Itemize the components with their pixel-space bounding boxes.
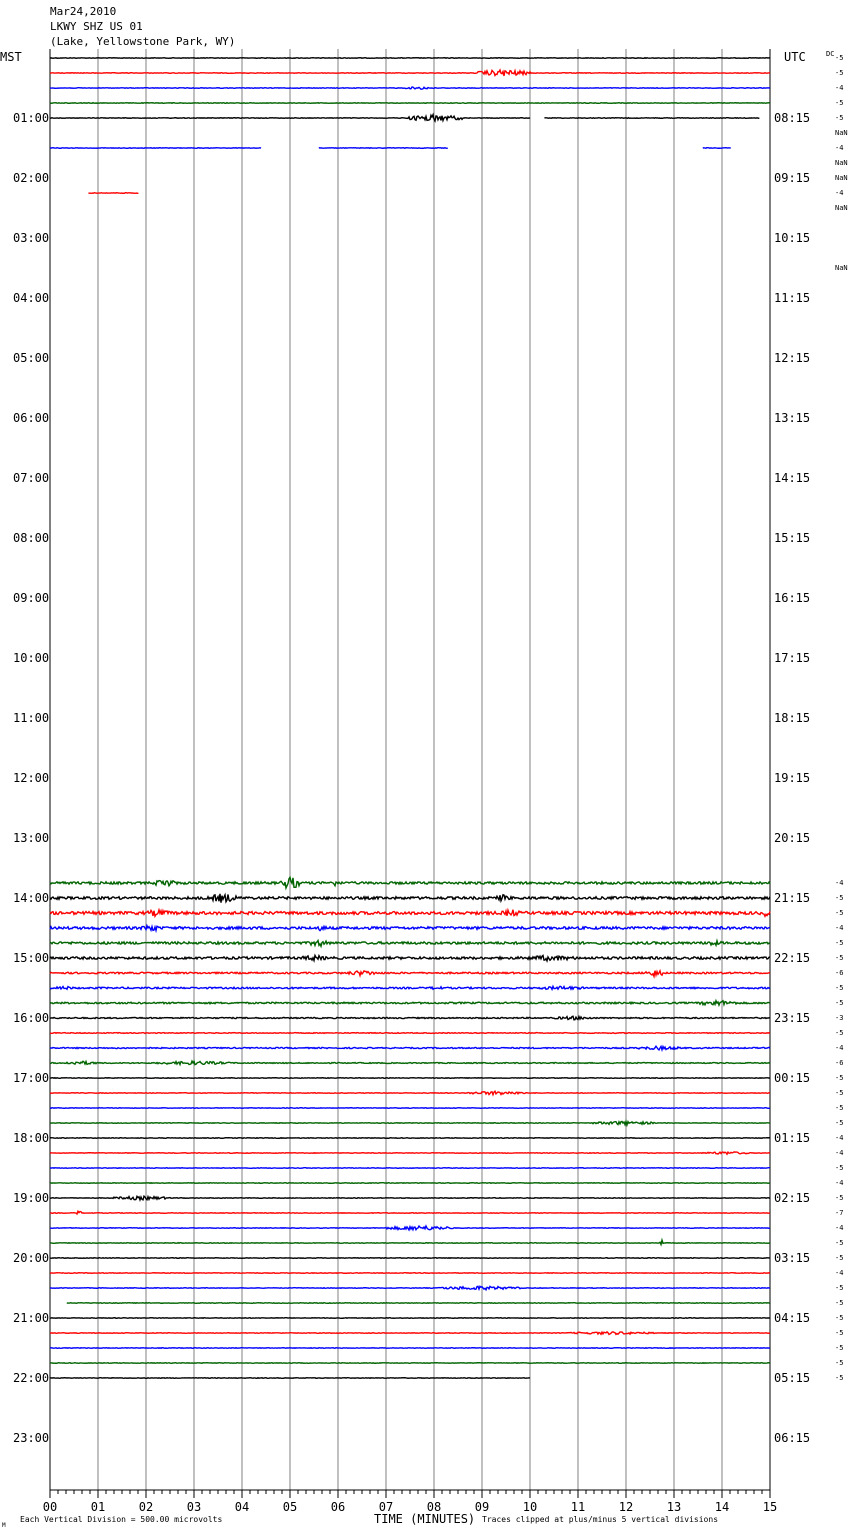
trace-row-67-segment-0 bbox=[50, 1061, 770, 1064]
utc-hour-label-19:15: 19:15 bbox=[774, 771, 811, 785]
trace-row-80-segment-0 bbox=[50, 1258, 770, 1259]
trace-row-66-segment-0 bbox=[50, 1046, 770, 1050]
mst-hour-label-17:00: 17:00 bbox=[13, 1071, 50, 1085]
dc-label-row-8: NaN bbox=[835, 174, 848, 182]
utc-hour-label-20:15: 20:15 bbox=[774, 831, 811, 845]
trace-row-6-segment-0 bbox=[50, 148, 261, 149]
mst-hour-label-05:00: 05:00 bbox=[13, 351, 50, 365]
mst-zone-label: MST bbox=[0, 50, 22, 64]
trace-row-81-segment-0 bbox=[50, 1273, 770, 1274]
hour-labels bbox=[13, 111, 810, 1445]
dc-label-row-56: -5 bbox=[835, 894, 844, 902]
dc-label-row-82: -5 bbox=[835, 1284, 844, 1292]
minute-grid bbox=[50, 49, 770, 1490]
dc-label-row-10: NaN bbox=[835, 204, 848, 212]
x-tick-label-03: 03 bbox=[186, 1500, 202, 1514]
dc-label-row-87: -5 bbox=[835, 1359, 844, 1367]
utc-hour-label-02:15: 02:15 bbox=[774, 1191, 811, 1205]
dc-label-row-80: -5 bbox=[835, 1254, 844, 1262]
utc-hour-label-23:15: 23:15 bbox=[774, 1011, 811, 1025]
dc-label-row-9: -4 bbox=[835, 189, 844, 197]
dc-label-row-61: -6 bbox=[835, 969, 844, 977]
mst-hour-label-04:00: 04:00 bbox=[13, 291, 50, 305]
trace-row-63-segment-0 bbox=[50, 1001, 770, 1005]
trace-row-69-segment-0 bbox=[50, 1091, 770, 1094]
trace-row-76-segment-0 bbox=[50, 1196, 770, 1200]
dc-label-row-6: -4 bbox=[835, 144, 844, 152]
mst-hour-label-06:00: 06:00 bbox=[13, 411, 50, 425]
utc-hour-label-16:15: 16:15 bbox=[774, 591, 811, 605]
mst-hour-label-13:00: 13:00 bbox=[13, 831, 50, 845]
dc-label-row-63: -5 bbox=[835, 999, 844, 1007]
dc-label-row-59: -5 bbox=[835, 939, 844, 947]
trace-row-64-segment-0 bbox=[50, 1016, 770, 1020]
plot-date: Mar24,2010 bbox=[50, 5, 117, 18]
footer-mark: M bbox=[2, 1522, 6, 1529]
x-tick-label-04: 04 bbox=[234, 1500, 250, 1514]
dc-label-row-69: -5 bbox=[835, 1089, 844, 1097]
dc-label-row-86: -5 bbox=[835, 1344, 844, 1352]
utc-zone-label: UTC bbox=[784, 50, 806, 64]
dc-label-row-85: -5 bbox=[835, 1329, 844, 1337]
dc-label-row-5: NaN bbox=[835, 129, 848, 137]
mst-hour-label-08:00: 08:00 bbox=[13, 531, 50, 545]
trace-row-70-segment-0 bbox=[50, 1108, 770, 1109]
utc-hour-label-12:15: 12:15 bbox=[774, 351, 811, 365]
trace-row-6-segment-1 bbox=[319, 148, 448, 149]
mst-hour-label-18:00: 18:00 bbox=[13, 1131, 50, 1145]
x-tick-label-08: 08 bbox=[426, 1500, 442, 1514]
mst-hour-label-22:00: 22:00 bbox=[13, 1371, 50, 1385]
mst-hour-label-19:00: 19:00 bbox=[13, 1191, 50, 1205]
trace-row-88-segment-0 bbox=[50, 1378, 530, 1379]
dc-label-row-4: -5 bbox=[835, 114, 844, 122]
utc-hour-label-10:15: 10:15 bbox=[774, 231, 811, 245]
clipping-note: Traces clipped at plus/minus 5 vertical divisions bbox=[482, 1515, 719, 1524]
utc-hour-label-14:15: 14:15 bbox=[774, 471, 811, 485]
dc-label-row-57: -5 bbox=[835, 909, 844, 917]
trace-row-2-segment-0 bbox=[50, 87, 770, 89]
dc-label-row-68: -5 bbox=[835, 1074, 844, 1082]
trace-row-74-segment-0 bbox=[50, 1168, 770, 1169]
utc-hour-label-04:15: 04:15 bbox=[774, 1311, 811, 1325]
x-tick-label-10: 10 bbox=[522, 1500, 538, 1514]
trace-row-78-segment-0 bbox=[50, 1226, 770, 1230]
x-tick-label-06: 06 bbox=[330, 1500, 346, 1514]
trace-row-87-segment-0 bbox=[50, 1363, 770, 1364]
trace-row-4-segment-1 bbox=[544, 118, 759, 119]
trace-row-60-segment-0 bbox=[50, 955, 770, 960]
trace-row-86-segment-0 bbox=[50, 1348, 770, 1349]
utc-hour-label-08:15: 08:15 bbox=[774, 111, 811, 125]
station-code: LKWY SHZ US 01 bbox=[50, 20, 143, 33]
mst-hour-label-07:00: 07:00 bbox=[13, 471, 50, 485]
x-tick-label-12: 12 bbox=[618, 1500, 634, 1514]
trace-row-65-segment-0 bbox=[50, 1033, 770, 1034]
utc-hour-label-15:15: 15:15 bbox=[774, 531, 811, 545]
dc-label-row-71: -5 bbox=[835, 1119, 844, 1127]
dc-label-row-70: -5 bbox=[835, 1104, 844, 1112]
trace-row-56-segment-0 bbox=[50, 894, 770, 903]
mst-hour-label-14:00: 14:00 bbox=[13, 891, 50, 905]
mst-hour-label-23:00: 23:00 bbox=[13, 1431, 50, 1445]
mst-hour-label-09:00: 09:00 bbox=[13, 591, 50, 605]
dc-label-row-73: -4 bbox=[835, 1149, 844, 1157]
trace-row-71-segment-0 bbox=[50, 1121, 770, 1124]
mst-hour-label-10:00: 10:00 bbox=[13, 651, 50, 665]
x-axis bbox=[43, 1490, 777, 1514]
utc-hour-label-13:15: 13:15 bbox=[774, 411, 811, 425]
utc-hour-label-01:15: 01:15 bbox=[774, 1131, 811, 1145]
x-tick-label-00: 00 bbox=[42, 1500, 58, 1514]
dc-label-row-74: -5 bbox=[835, 1164, 844, 1172]
dc-label-row-77: -7 bbox=[835, 1209, 844, 1217]
dc-label-row-2: -4 bbox=[835, 84, 844, 92]
seismic-traces bbox=[50, 58, 770, 1379]
trace-row-82-segment-0 bbox=[50, 1286, 770, 1289]
dc-label-row-7: NaN bbox=[835, 159, 848, 167]
dc-label-row-76: -5 bbox=[835, 1194, 844, 1202]
dc-label-row-81: -4 bbox=[835, 1269, 844, 1277]
vertical-division-note: Each Vertical Division = 500.00 microvolts bbox=[20, 1515, 223, 1524]
trace-row-68-segment-0 bbox=[50, 1078, 770, 1079]
mst-hour-label-20:00: 20:00 bbox=[13, 1251, 50, 1265]
dc-label-row-75: -4 bbox=[835, 1179, 844, 1187]
trace-row-85-segment-0 bbox=[50, 1332, 770, 1335]
x-tick-label-15: 15 bbox=[762, 1500, 778, 1514]
mst-hour-label-16:00: 16:00 bbox=[13, 1011, 50, 1025]
dc-label-row-0: -5 bbox=[835, 54, 844, 62]
x-axis-title: TIME (MINUTES) bbox=[374, 1512, 476, 1526]
utc-hour-label-00:15: 00:15 bbox=[774, 1071, 811, 1085]
dc-label-row-60: -5 bbox=[835, 954, 844, 962]
trace-dc-labels bbox=[835, 54, 848, 1382]
trace-row-75-segment-0 bbox=[50, 1183, 770, 1184]
mst-hour-label-03:00: 03:00 bbox=[13, 231, 50, 245]
x-tick-label-14: 14 bbox=[714, 1500, 730, 1514]
trace-row-72-segment-0 bbox=[50, 1138, 770, 1139]
x-tick-label-11: 11 bbox=[570, 1500, 586, 1514]
utc-hour-label-17:15: 17:15 bbox=[774, 651, 811, 665]
dc-label-row-66: -4 bbox=[835, 1044, 844, 1052]
dc-label-row-84: -5 bbox=[835, 1314, 844, 1322]
dc-label-row-14: NaN bbox=[835, 264, 848, 272]
dc-label-row-1: -5 bbox=[835, 69, 844, 77]
mst-hour-label-12:00: 12:00 bbox=[13, 771, 50, 785]
trace-row-62-segment-0 bbox=[50, 986, 770, 989]
dc-label-row-83: -5 bbox=[835, 1299, 844, 1307]
mst-hour-label-15:00: 15:00 bbox=[13, 951, 50, 965]
trace-row-58-segment-0 bbox=[50, 926, 770, 931]
trace-row-1-segment-0 bbox=[50, 70, 770, 76]
utc-hour-label-21:15: 21:15 bbox=[774, 891, 811, 905]
trace-row-61-segment-0 bbox=[50, 971, 770, 977]
trace-row-59-segment-0 bbox=[50, 941, 770, 947]
dc-label-row-78: -4 bbox=[835, 1224, 844, 1232]
mst-hour-label-11:00: 11:00 bbox=[13, 711, 50, 725]
trace-row-73-segment-0 bbox=[50, 1152, 770, 1154]
trace-row-79-segment-0 bbox=[50, 1240, 770, 1244]
x-tick-label-13: 13 bbox=[666, 1500, 682, 1514]
dc-label-row-79: -5 bbox=[835, 1239, 844, 1247]
mst-hour-label-02:00: 02:00 bbox=[13, 171, 50, 185]
utc-hour-label-05:15: 05:15 bbox=[774, 1371, 811, 1385]
utc-hour-label-09:15: 09:15 bbox=[774, 171, 811, 185]
trace-row-84-segment-0 bbox=[50, 1318, 770, 1319]
utc-hour-label-11:15: 11:15 bbox=[774, 291, 811, 305]
utc-hour-label-18:15: 18:15 bbox=[774, 711, 811, 725]
x-tick-label-09: 09 bbox=[474, 1500, 490, 1514]
dc-label-row-65: -5 bbox=[835, 1029, 844, 1037]
utc-hour-label-06:15: 06:15 bbox=[774, 1431, 811, 1445]
dc-label-row-58: -4 bbox=[835, 924, 844, 932]
dc-label-row-67: -6 bbox=[835, 1059, 844, 1067]
trace-row-0-segment-0 bbox=[50, 58, 770, 59]
dc-label-row-88: -5 bbox=[835, 1374, 844, 1382]
trace-row-9-segment-0 bbox=[88, 193, 138, 194]
dc-label-row-3: -5 bbox=[835, 99, 844, 107]
dc-label-row-55: -4 bbox=[835, 879, 844, 887]
trace-row-6-segment-2 bbox=[703, 148, 731, 149]
dc-corner-label: DC bbox=[826, 50, 835, 58]
mst-hour-label-01:00: 01:00 bbox=[13, 111, 50, 125]
dc-label-row-72: -4 bbox=[835, 1134, 844, 1142]
x-tick-label-01: 01 bbox=[90, 1500, 106, 1514]
trace-row-55-segment-0 bbox=[50, 877, 770, 888]
trace-row-77-segment-0 bbox=[50, 1211, 770, 1214]
x-tick-label-02: 02 bbox=[138, 1500, 154, 1514]
utc-hour-label-03:15: 03:15 bbox=[774, 1251, 811, 1265]
x-tick-label-07: 07 bbox=[378, 1500, 394, 1514]
utc-hour-label-22:15: 22:15 bbox=[774, 951, 811, 965]
mst-hour-label-21:00: 21:00 bbox=[13, 1311, 50, 1325]
x-tick-label-05: 05 bbox=[282, 1500, 298, 1514]
dc-label-row-62: -5 bbox=[835, 984, 844, 992]
trace-row-57-segment-0 bbox=[50, 910, 770, 917]
trace-row-3-segment-0 bbox=[50, 103, 770, 104]
trace-row-83-segment-0 bbox=[67, 1303, 770, 1304]
station-location: (Lake, Yellowstone Park, WY) bbox=[50, 35, 236, 48]
dc-label-row-64: -3 bbox=[835, 1014, 844, 1022]
